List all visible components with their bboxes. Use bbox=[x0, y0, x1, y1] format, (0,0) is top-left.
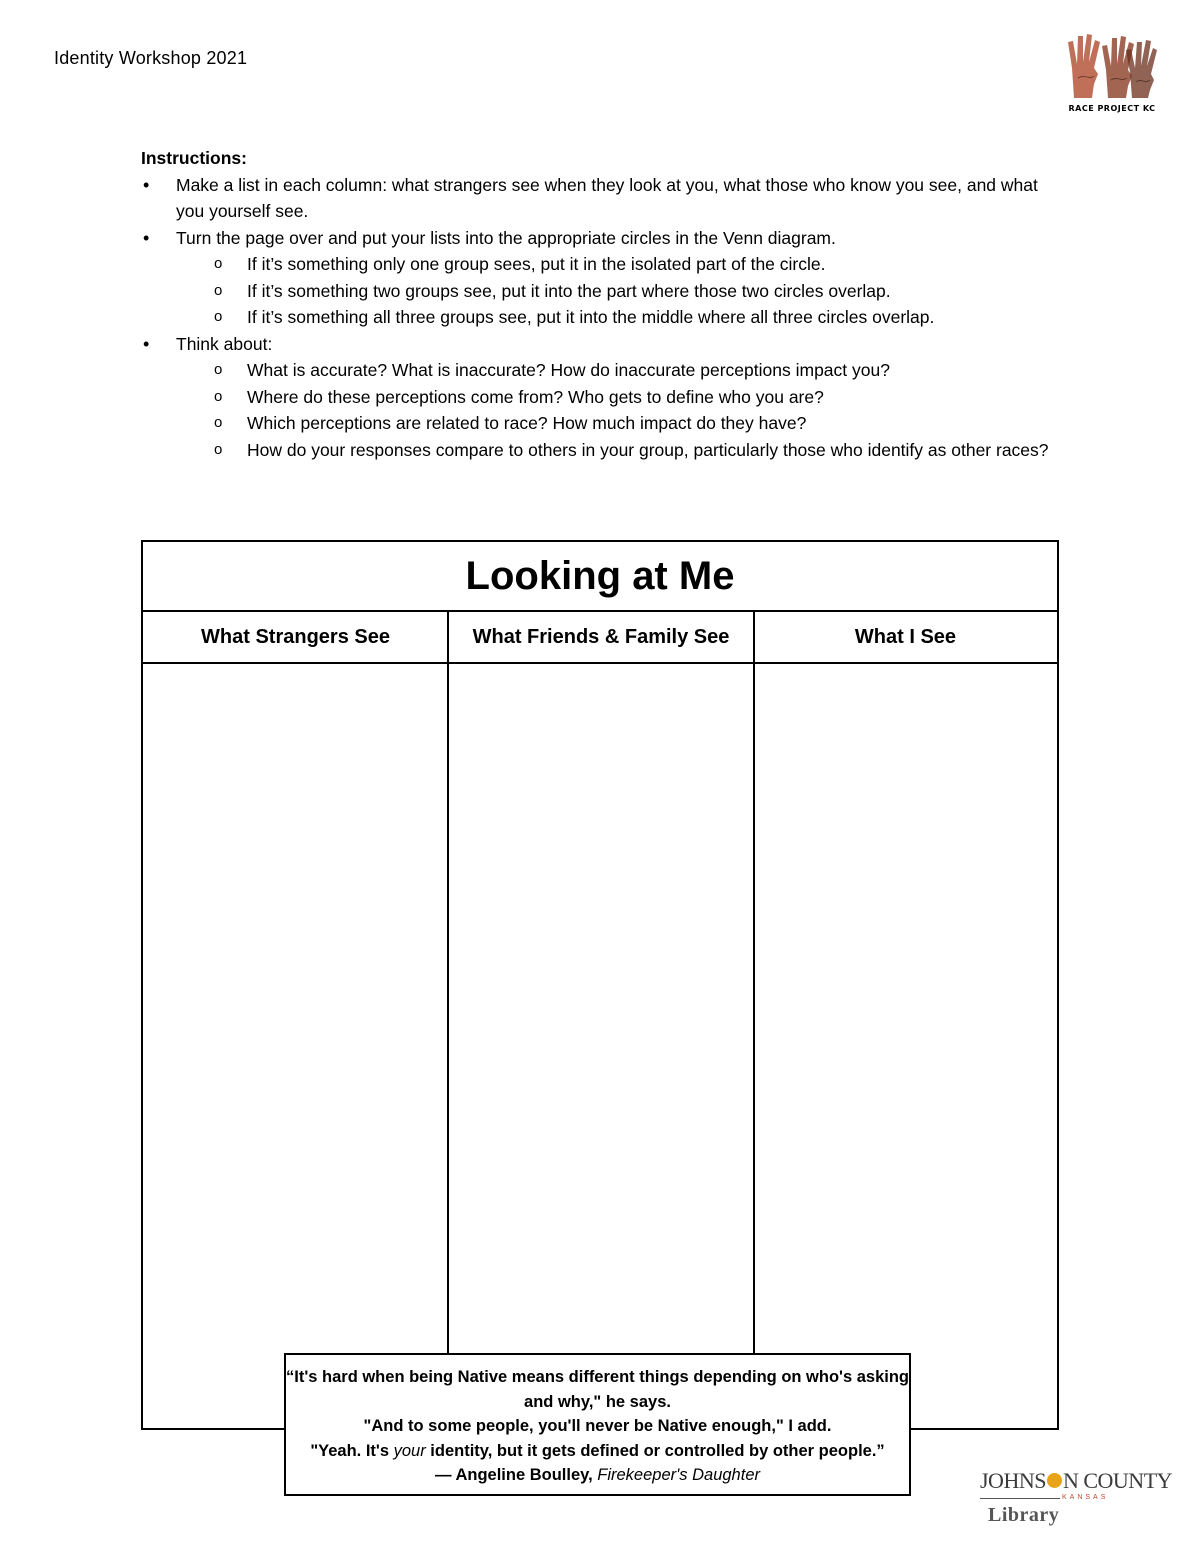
looking-at-me-table bbox=[141, 540, 1059, 1430]
list-item-text: Make a list in each column: what strangers see when they look at you, what those who know you see, and what you yourself see. bbox=[176, 174, 1038, 221]
logo-text: RACE PROJECT KC bbox=[1068, 104, 1156, 113]
logo-state: KANSAS bbox=[1062, 1494, 1109, 1501]
list-item bbox=[141, 331, 1061, 464]
list-item bbox=[141, 172, 1061, 225]
logo-divider bbox=[980, 1498, 1060, 1499]
quote-text: identity, but it gets defined or controlled by other people.” bbox=[425, 1441, 885, 1460]
sub-list-item: o Which perceptions are related to race? How much impact do they have? bbox=[176, 410, 1061, 437]
sub-list-item: o If it’s something two groups see, put it into the part where those two circles overlap. bbox=[176, 278, 1061, 305]
attribution-book-title: Firekeeper's Daughter bbox=[597, 1466, 760, 1484]
instructions-heading: Instructions: bbox=[141, 148, 247, 168]
column-header-strangers: What Strangers See bbox=[143, 612, 448, 664]
sub-list-item: o If it’s something all three groups see, put it into the middle where all three circles overlap. bbox=[176, 304, 1061, 331]
quote-line bbox=[286, 1439, 909, 1464]
sub-list bbox=[176, 251, 1061, 331]
attribution-author: — Angeline Boulley, bbox=[434, 1466, 598, 1484]
logo-name-part: JOHNS bbox=[980, 1468, 1046, 1493]
logo-name bbox=[980, 1468, 1172, 1494]
quote-box bbox=[284, 1353, 911, 1496]
sub-list-item: o What is accurate? What is inaccurate? How do inaccurate perceptions impact you? bbox=[176, 357, 1061, 384]
logo-library: Library bbox=[988, 1504, 1060, 1526]
raised-hands-icon bbox=[1064, 28, 1160, 104]
quote-text: "Yeah. It's bbox=[310, 1441, 394, 1460]
sub-list-item: o How do your responses compare to others in your group, particularly those who identify as other races? bbox=[176, 437, 1061, 464]
writing-area-strangers[interactable] bbox=[143, 664, 447, 1428]
list-item-text: Think about: bbox=[176, 333, 273, 354]
list-item-text: Turn the page over and put your lists into the appropriate circles in the Venn diagram. bbox=[176, 227, 836, 248]
table-title: Looking at Me bbox=[143, 542, 1057, 612]
race-project-kc-logo bbox=[1064, 28, 1160, 120]
quote-line: "And to some people, you'll never be Native enough," I add. bbox=[363, 1417, 832, 1435]
list-item bbox=[141, 225, 1061, 331]
instructions-section bbox=[141, 145, 1061, 463]
logo-name-part: N COUNTY bbox=[1062, 1468, 1173, 1493]
header-title: Identity Workshop 2021 bbox=[54, 48, 248, 68]
sun-icon bbox=[1047, 1473, 1062, 1488]
johnson-county-library-logo bbox=[980, 1468, 1175, 1530]
quote-emphasis: your bbox=[393, 1441, 426, 1460]
sub-list-item: o Where do these perceptions come from? Who gets to define who you are? bbox=[176, 384, 1061, 411]
sub-list bbox=[176, 357, 1061, 463]
writing-area-self[interactable] bbox=[755, 664, 1057, 1428]
quote-line: “It's hard when being Native means different things depending on who's asking and why," he says. bbox=[286, 1368, 910, 1411]
writing-area-friends-family[interactable] bbox=[449, 664, 753, 1428]
sub-list-item: o If it’s something only one group sees, put it in the isolated part of the circle. bbox=[176, 251, 1061, 278]
column-header-friends-family: What Friends & Family See bbox=[448, 612, 754, 664]
quote-attribution bbox=[286, 1463, 909, 1488]
instructions-list bbox=[141, 172, 1061, 464]
column-header-self: What I See bbox=[754, 612, 1057, 664]
